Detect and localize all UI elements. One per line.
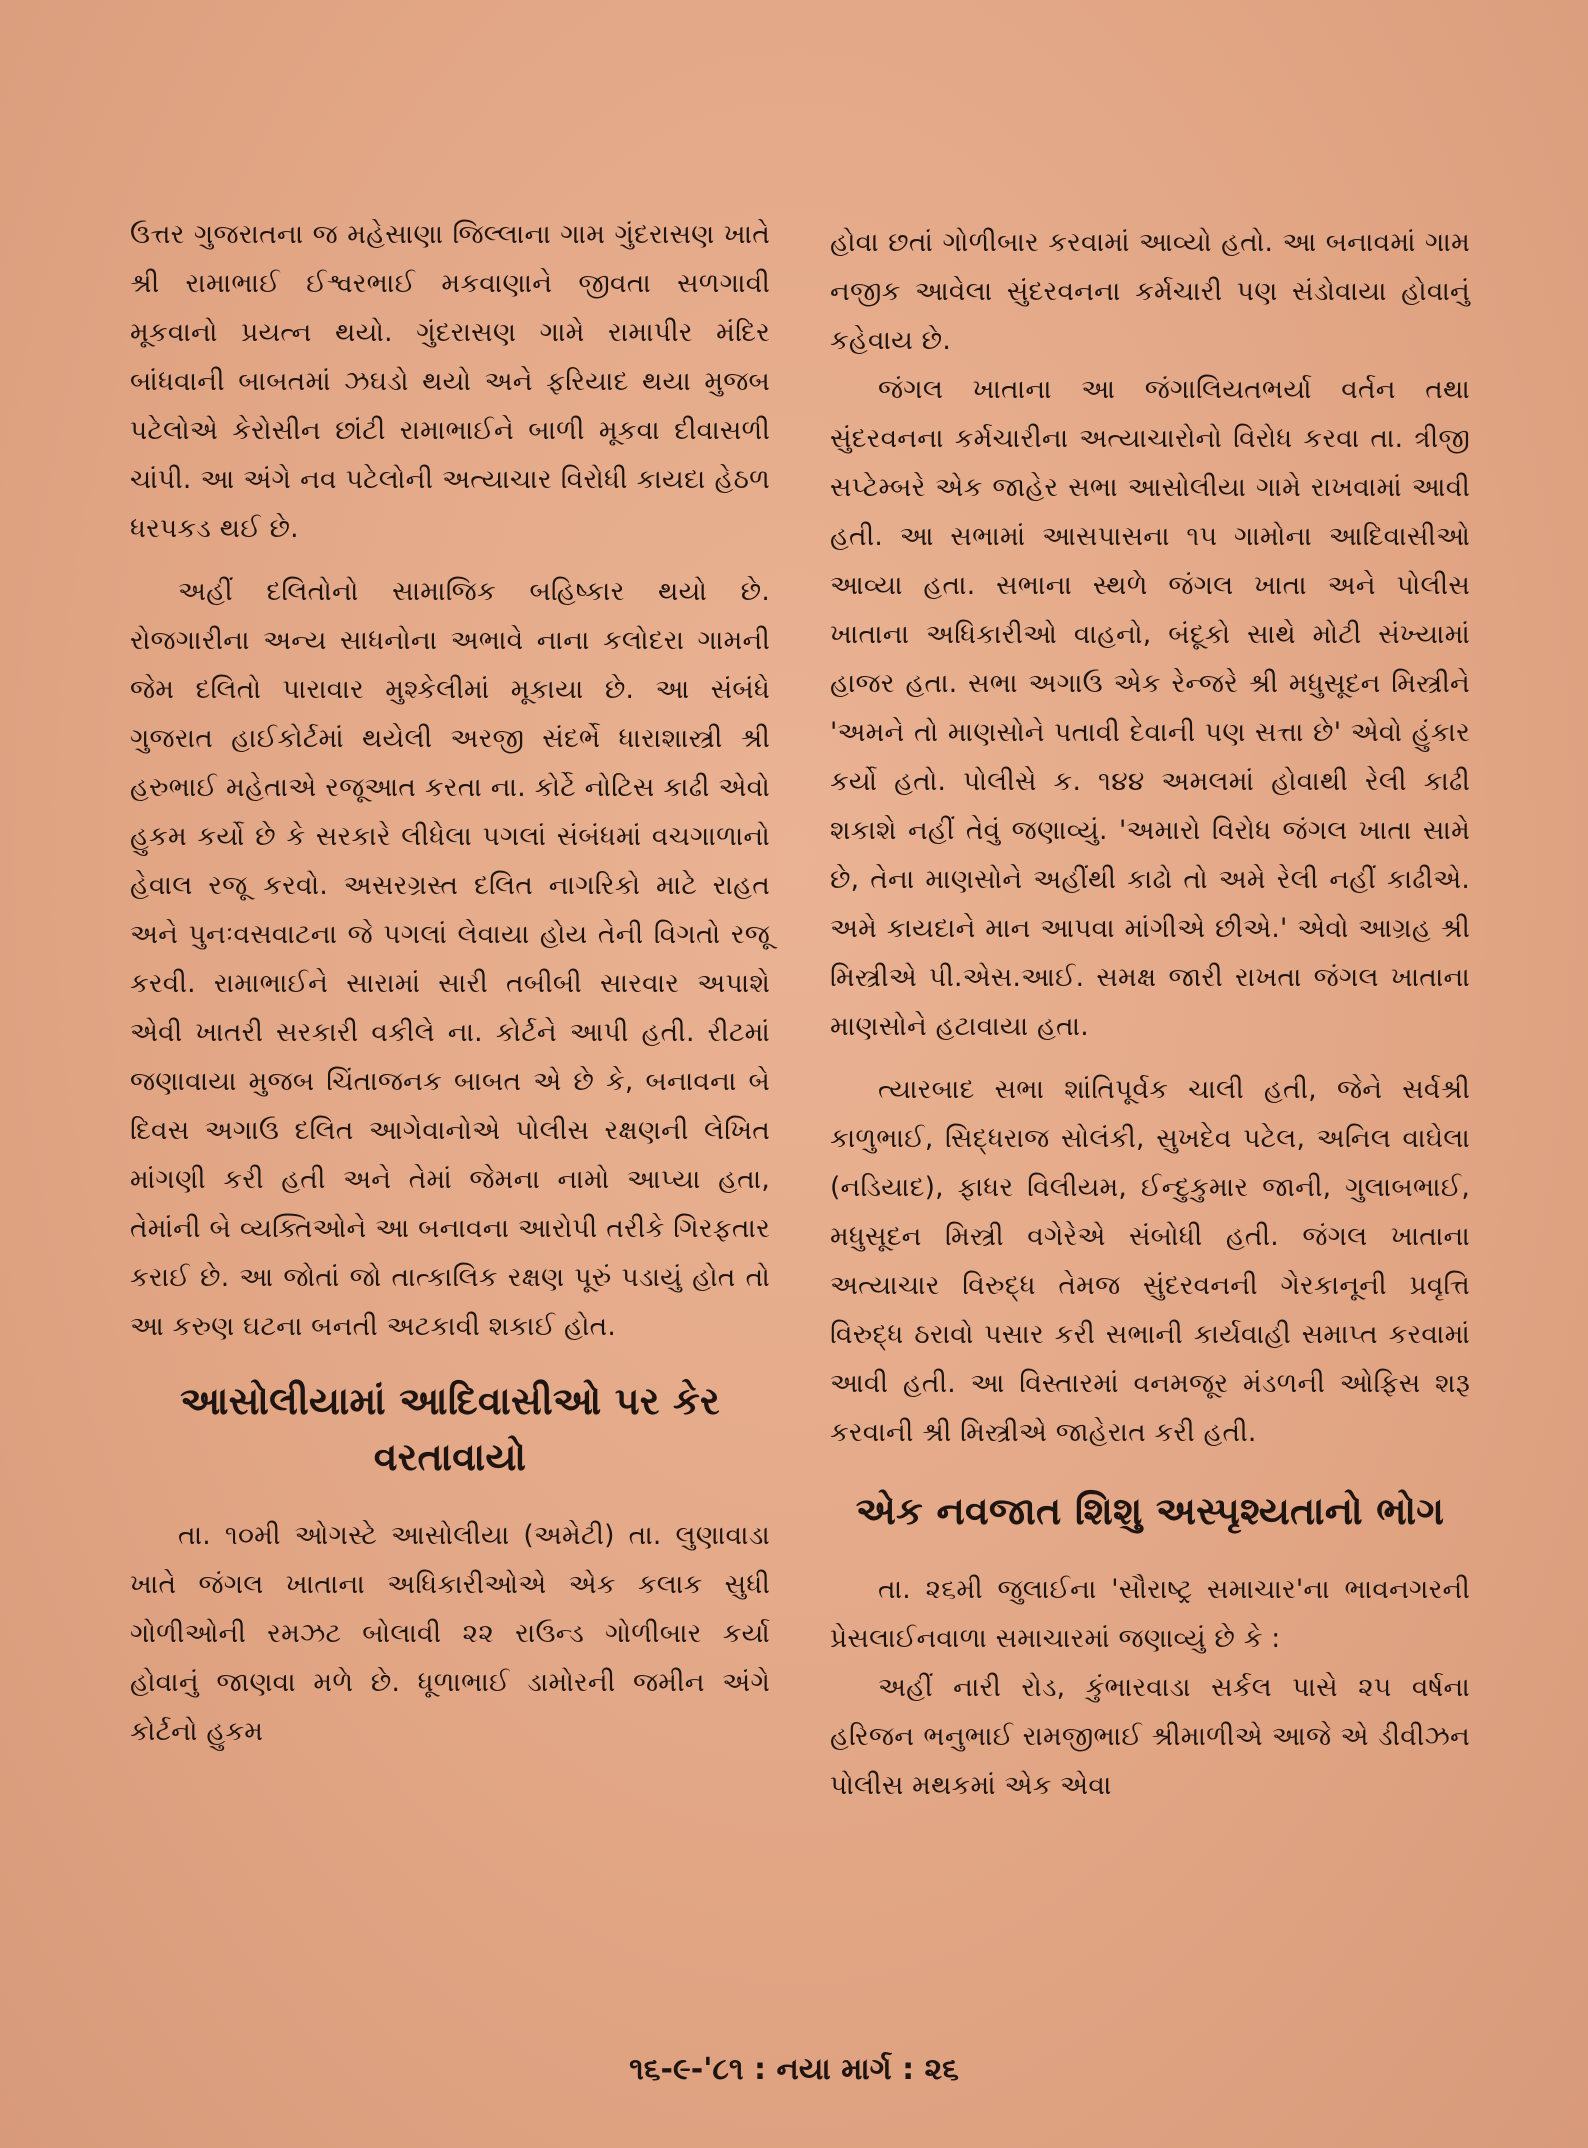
page-footer: ૧૬-૯-'૮૧ : નયા માર્ગ : ૨૬: [629, 2052, 959, 2087]
left-column: [130, 210, 770, 1756]
article-paragraph: હોવા છતાં ગોળીબાર કરવામાં આવ્યો હતો. આ બનાવમાં ગામ નજીક આવેલા સુંદરવનના કર્મચારી પણ સંડોવાયા હોવાનું કહેવાય છે.: [830, 227, 1470, 356]
article-paragraph: અહીં નારી રોડ, કુંભારવાડા સર્કલ પાસે ૨૫ વર્ષના હરિજન ભનુભાઈ રામજીભાઈ શ્રીમાળીએ આજે એ ડીવીઝન પોલીસ મથકમાં એક એવા: [830, 1672, 1470, 1801]
article-paragraph: તા. ૨૬મી જુલાઈના 'સૌરાષ્ટ્ર સમાચાર'ના ભાવનગરની પ્રેસલાઈનવાળા સમાચારમાં જણાવ્યું છે કે :: [830, 1574, 1470, 1654]
right-column: [830, 218, 1470, 1810]
article-paragraph: ઉત્તર ગુજરાતના જ મહેસાણા જિલ્લાના ગામ ગુંદરાસણ ખાતે શ્રી રામાભાઈ ઈશ્વરભાઈ મકવાણાને જીવતા સળગાવી મૂકવાનો પ્રયત્ન થયો. ગુંદરાસણ ગામે રામાપીર મંદિર બાંધવાની બાબતમાં ઝઘડો થયો અને ફરિયાદ થયા મુજબ પટેલોએ કેરોસીન છાંટી રામાભાઈને બાળી મૂકવા દીવાસળી ચાંપી. આ અંગે નવ પટેલોની અત્યાચાર વિરોધી કાયદા હેઠળ ધરપકડ થઈ છે.: [130, 219, 770, 544]
article-paragraph: જંગલ ખાતાના આ જંગાલિયતભર્યા વર્તન તથા સુંદરવનના કર્મચારીના અત્યાચારોનો વિરોધ કરવા તા. ત્રીજી સપ્ટેમ્બરે એક જાહેર સભા આસોલીયા ગામે રાખવામાં આવી હતી. આ સભામાં આસપાસના ૧૫ ગામોના આદિવાસીઓ આવ્યા હતા. સભાના સ્થળે જંગલ ખાતા અને પોલીસ ખાતાના અધિકારીઓ વાહનો, બંદૂકો સાથે મોટી સંખ્યામાં હાજર હતા. સભા અગાઉ એક રેન્જરે શ્રી મધુસૂદન મિસ્ત્રીને 'અમને તો માણસોને પતાવી દેવાની પણ સત્તા છે' એવો હુંકાર કર્યો હતો. પોલીસે ક. ૧૪૪ અમલમાં હોવાથી રેલી કાઢી શકાશે નહીં તેવું જણાવ્યું. 'અમારો વિરોધ જંગલ ખાતા સામે છે, તેના માણસોને અહીંથી કાઢો તો અમે રેલી નહીં કાઢીએ. અમે કાયદાને માન આપવા માંગીએ છીએ.' એવો આગ્રહ શ્રી મિસ્ત્રીએ પી.એસ.આઈ. સમક્ષ જારી રાખતા જંગલ ખાતાના માણસોને હટાવાયા હતા.: [830, 374, 1470, 1042]
article-paragraph: ત્યારબાદ સભા શાંતિપૂર્વક ચાલી હતી, જેને સર્વશ્રી કાળુભાઈ, સિદ્ધરાજ સોલંકી, સુખદેવ પટેલ, અનિલ વાઘેલા (નડિયાદ), ફાધર વિલીયમ, ઈન્દુકુમાર જાની, ગુલાબભાઈ, મધુસૂદન મિસ્ત્રી વગેરેએ સંબોધી હતી. જંગલ ખાતાના અત્યાચાર વિરુદ્ધ તેમજ સુંદરવનની ગેરકાનૂની પ્રવૃત્તિ વિરુદ્ધ ઠરાવો પસાર કરી સભાની કાર્યવાહી સમાપ્ત કરવામાં આવી હતી. આ વિસ્તારમાં વનમજૂર મંડળની ઓફિસ શરૂ કરવાની શ્રી મિસ્ત્રીએ જાહેરાત કરી હતી.: [830, 1074, 1470, 1448]
article-paragraph: તા. ૧૦મી ઓગસ્ટે આસોલીયા (અમેટી) તા. લુણાવાડા ખાતે જંગલ ખાતાના અધિકારીઓએ એક કલાક સુધી ગોળીઓની રમઝટ બોલાવી ૨૨ રાઉન્ડ ગોળીબાર કર્યા હોવાનું જાણવા મળે છે. ધૂળાભાઈ ડામોરની જમીન અંગે કોર્ટનો હુકમ: [130, 1520, 770, 1747]
section-heading: આસોલીયામાં આદિવાસીઓ પર કેર વરતાવાયો: [180, 1379, 720, 1479]
article-paragraph: અહીં દલિતોનો સામાજિક બહિષ્કાર થયો છે. રોજગારીના અન્ય સાધનોના અભાવે નાના કલોદરા ગામની જેમ દલિતો પારાવાર મુશ્કેલીમાં મૂકાયા છે. આ સંબંધે ગુજરાત હાઈકોર્ટમાં થયેલી અરજી સંદર્ભે ધારાશાસ્ત્રી શ્રી હરુભાઈ મહેતાએ રજૂઆત કરતા ના. કોર્ટે નોટિસ કાઢી એવો હુકમ કર્યો છે કે સરકારે લીધેલા પગલાં સંબંધમાં વચગાળાનો હેવાલ રજૂ કરવો. અસરગ્રસ્ત દલિત નાગરિકો માટે રાહત અને પુનઃવસવાટના જે પગલાં લેવાયા હોય તેની વિગતો રજૂ કરવી. રામાભાઈને સારામાં સારી તબીબી સારવાર અપાશે એવી ખાતરી સરકારી વકીલે ના. કોર્ટને આપી હતી. રીટમાં જણાવાયા મુજબ ચિંતાજનક બાબત એ છે કે, બનાવના બે દિવસ અગાઉ દલિત આગેવાનોએ પોલીસ રક્ષણની લેખિત માંગણી કરી હતી અને તેમાં જેમના નામો આપ્યા હતા, તેમાંની બે વ્યક્તિઓને આ બનાવના આરોપી તરીકે ગિરફતાર કરાઈ છે. આ જોતાં જો તાત્કાલિક રક્ષણ પૂરું પડાયું હોત તો આ કરુણ ઘટના બનતી અટકાવી શકાઈ હોત.: [130, 576, 770, 1342]
section-heading: એક નવજાત શિશુ અસ્પૃશ્યતાનો ભોગ: [855, 1489, 1445, 1533]
